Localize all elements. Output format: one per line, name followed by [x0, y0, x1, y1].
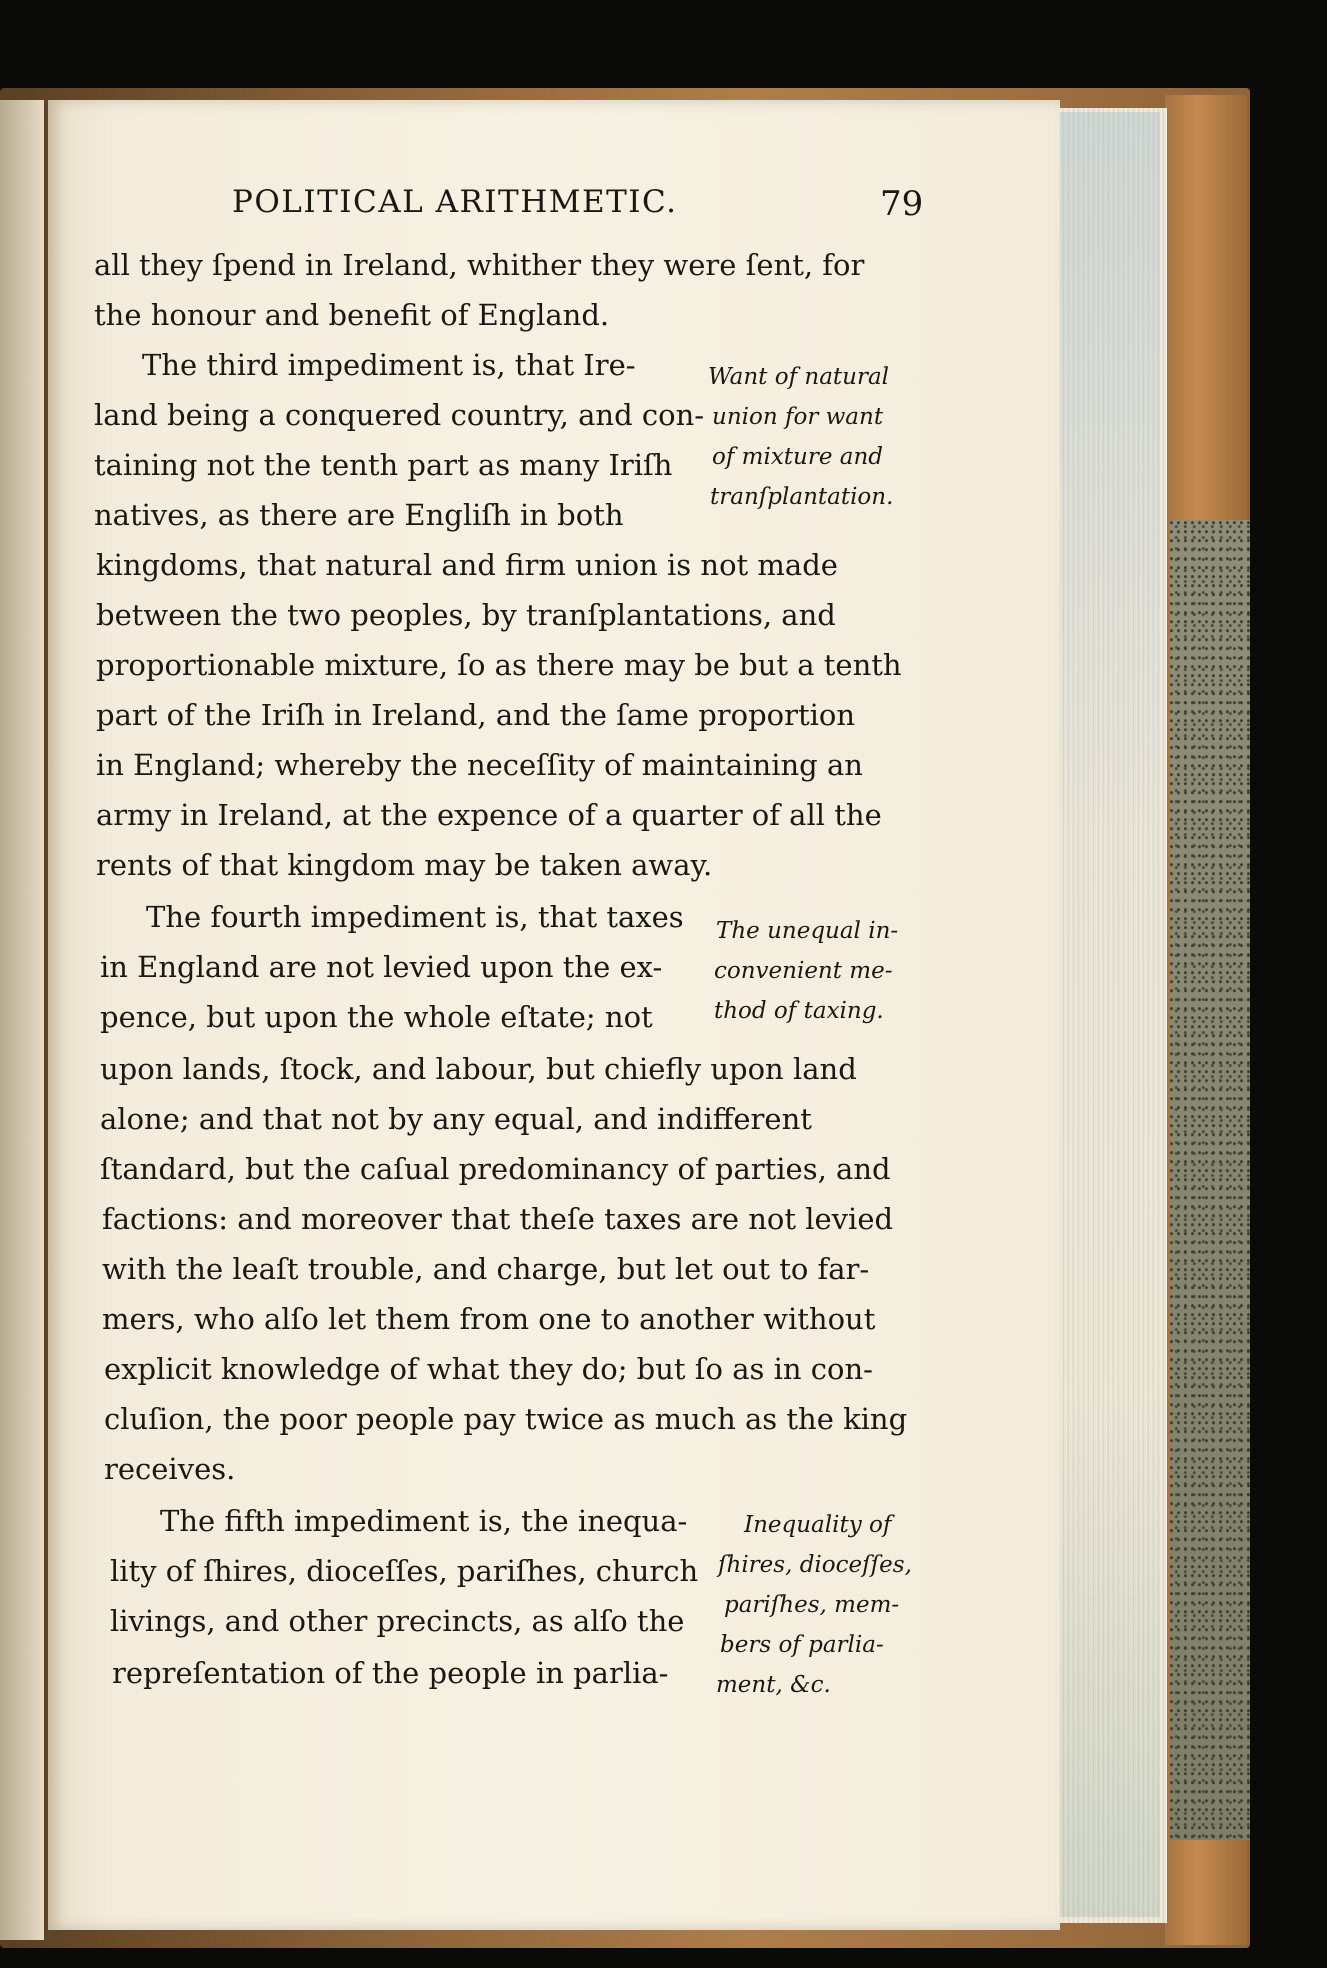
- body-line: in England; whereby the neceſſity of maintaining an: [96, 748, 863, 782]
- page-number: 79: [880, 184, 924, 224]
- body-line: The fourth impediment is, that taxes: [146, 900, 684, 934]
- body-line: cluſion, the poor people pay twice as much as the king: [104, 1402, 908, 1436]
- body-line: between the two peoples, by tranſplantations, and: [96, 598, 836, 632]
- margin-note-line: Want of natural: [708, 364, 890, 390]
- body-line: lity of ſhires, dioceſſes, pariſhes, church: [110, 1554, 699, 1588]
- body-line: ſtandard, but the caſual predominancy of parties, and: [100, 1152, 891, 1186]
- margin-note-line: of mixture and: [712, 444, 884, 470]
- body-line: rents of that kingdom may be taken away.: [96, 848, 713, 882]
- body-line: alone; and that not by any equal, and indifferent: [100, 1102, 812, 1136]
- body-line: natives, as there are Engliſh in both: [94, 498, 624, 532]
- margin-note-line: union for want: [712, 404, 884, 430]
- body-line: explicit knowledge of what they do; but ſo as in con-: [104, 1352, 873, 1386]
- body-line: receives.: [104, 1452, 236, 1486]
- body-line: in England are not levied upon the ex-: [100, 950, 663, 984]
- body-line: army in Ireland, at the expence of a quarter of all the: [96, 798, 882, 832]
- body-line: repreſentation of the people in parlia-: [112, 1656, 669, 1690]
- margin-note-line: ſhires, dioceſſes,: [718, 1552, 912, 1578]
- running-header: POLITICAL ARITHMETIC.: [232, 184, 678, 220]
- body-line: part of the Iriſh in Ireland, and the ſame proportion: [96, 698, 856, 732]
- body-line: taining not the tenth part as many Iriſh: [94, 448, 673, 482]
- margin-note-line: thod of taxing.: [714, 998, 884, 1024]
- body-line: livings, and other precincts, as alſo the: [110, 1604, 685, 1638]
- margin-note-line: tranſplantation.: [710, 484, 894, 510]
- facing-page-edge: [0, 100, 44, 1940]
- margin-note-line: The unequal in-: [716, 918, 899, 944]
- body-line: land being a conquered country, and con-: [94, 398, 705, 432]
- body-line: The fifth impediment is, the inequa-: [160, 1504, 688, 1538]
- body-line: upon lands, ſtock, and labour, but chiefly upon land: [100, 1052, 857, 1086]
- margin-note-line: convenient me-: [714, 958, 893, 984]
- marbled-board: [1170, 520, 1250, 1840]
- body-line: all they ſpend in Ireland, whither they were ſent, for: [94, 248, 865, 282]
- body-line: pence, but upon the whole eſtate; not: [100, 1000, 653, 1034]
- body-line: kingdoms, that natural and firm union is not made: [96, 548, 838, 582]
- page-edge-tint: [1060, 112, 1160, 1917]
- body-line: the honour and benefit of England.: [94, 298, 610, 332]
- body-line: mers, who alſo let them from one to another without: [102, 1302, 876, 1336]
- body-line: proportionable mixture, ſo as there may be but a tenth: [96, 648, 902, 682]
- margin-note-line: Inequality of: [744, 1512, 892, 1538]
- body-line: with the leaſt trouble, and charge, but let out to far-: [102, 1252, 870, 1286]
- body-line: factions: and moreover that theſe taxes are not levied: [102, 1202, 894, 1236]
- margin-note-line: pariſhes, mem-: [724, 1592, 900, 1618]
- body-line: The third impediment is, that Ire-: [142, 348, 636, 382]
- margin-note-line: ment, &c.: [716, 1672, 831, 1698]
- margin-note-line: bers of parlia-: [720, 1632, 884, 1658]
